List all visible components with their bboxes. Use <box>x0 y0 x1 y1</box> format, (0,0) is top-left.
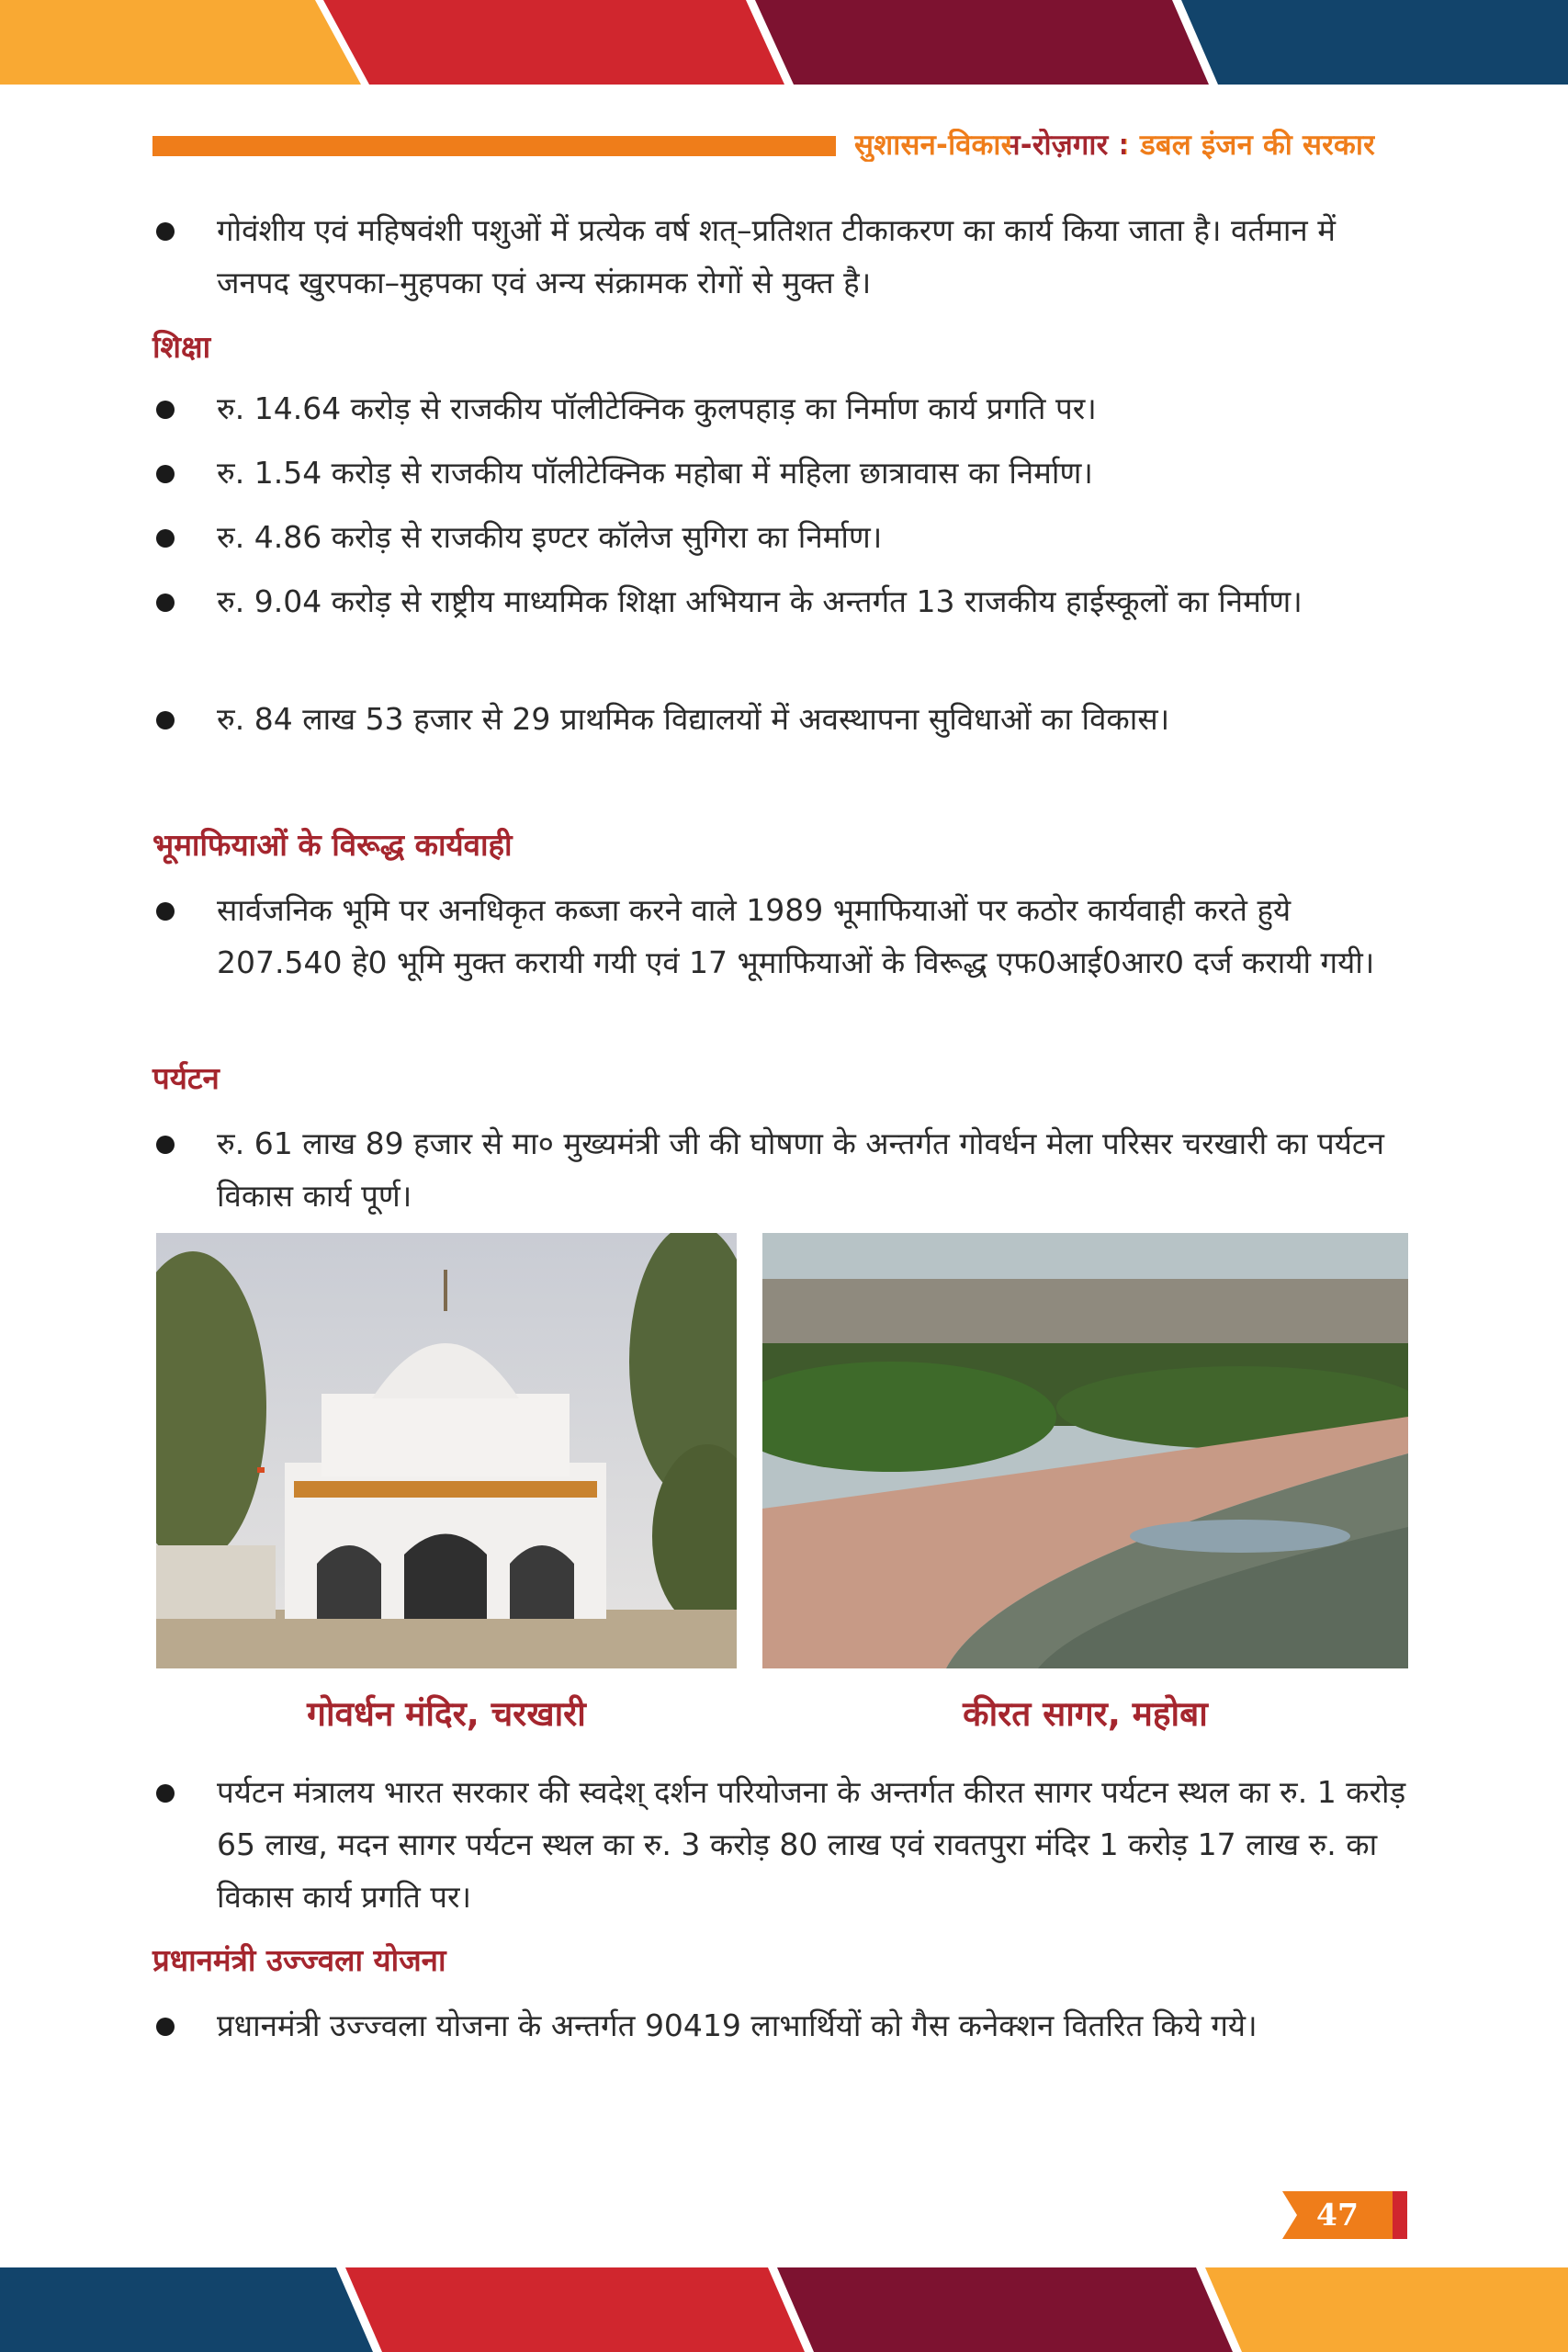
bullet-dot <box>156 594 175 612</box>
bullet-dot <box>156 465 175 483</box>
header-title-text: सुशासन-विकास-रोज़गार : डबल इंजन की सरकार <box>854 129 1375 162</box>
header-title <box>854 125 1375 164</box>
section-heading-land-mafia: भूमाफियाओं के विरूद्ध कार्यवाही <box>152 827 513 863</box>
bullet-text: प्रधानमंत्री उज्ज्वला योजना के अन्तर्गत 90419 लाभार्थियों को गैस कनेक्शन वितरित किये गये। <box>217 2007 1258 2043</box>
section-heading-tourism: पर्यटन <box>152 1060 220 1096</box>
section-heading-education: शिक्षा <box>152 329 211 365</box>
bullet-dot <box>156 1784 175 1803</box>
header-rule <box>152 136 836 156</box>
bullet-dot <box>156 529 175 548</box>
bullet-text: रु. 14.64 करोड़ से राजकीय पॉलीटेक्निक कुलपहाड़ का निर्माण कार्य प्रगति पर। <box>217 390 1097 426</box>
bullet-dot <box>156 711 175 729</box>
photo-govardhan-temple <box>156 1233 737 1668</box>
bullet-text: रु. 4.86 करोड़ से राजकीय इण्टर कॉलेज सुगिरा का निर्माण। <box>217 519 883 555</box>
bullet-dot <box>156 2018 175 2036</box>
bullet-text: गोवंशीय एवं महिषवंशी पशुओं में प्रत्येक वर्ष शत्–प्रतिशत टीकाकरण का कार्य किया जाता है। वर्तमान में जनपद खुरपका–मुहपका एवं अन्य संक्रामक रोगों से मुक्त है। <box>217 212 1336 300</box>
photo-caption-govardhan: गोवर्धन मंदिर, चरखारी <box>307 1694 586 1734</box>
bullet-text: रु. 61 लाख 89 हजार से मा० मुख्यमंत्री जी की घोषणा के अन्तर्गत गोवर्धन मेला परिसर चरखारी का पर्यटन विकास कार्य पूर्ण। <box>217 1125 1384 1214</box>
photo-caption-kirat-sagar: कीरत सागर, महोबा <box>963 1694 1208 1734</box>
bottom-color-band <box>0 2267 1568 2352</box>
photo-kirat-sagar <box>762 1233 1408 1668</box>
page-number: 47 <box>1316 2197 1359 2233</box>
bullet-text: पर्यटन मंत्रालय भारत सरकार की स्वदेश् दर्शन परियोजना के अन्तर्गत कीरत सागर पर्यटन स्थल का रु. 1 करोड़ 65 लाख, मदन सागर पर्यटन स्थल का रु. 3 करोड़ 80 लाख एवं रावतपुरा मंदिर 1 करोड़ 17 लाख रु. का विकास कार्य प्रगति पर। <box>217 1774 1406 1915</box>
bullet-dot <box>156 902 175 921</box>
bullet-text: रु. 1.54 करोड़ से राजकीय पॉलीटेक्निक महोबा में महिला छात्रावास का निर्माण। <box>217 455 1093 491</box>
bullet-dot <box>156 1136 175 1154</box>
bullet-text: रु. 84 लाख 53 हजार से 29 प्राथमिक विद्यालयों में अवस्थापना सुविधाओं का विकास। <box>217 701 1170 737</box>
bullet-dot <box>156 222 175 241</box>
bullet-text: सार्वजनिक भूमि पर अनधिकृत कब्जा करने वाले 1989 भूमाफियाओं पर कठोर कार्यवाही करते हुये 207.540 हे0 भूमि मुक्त करायी गयी एवं 17 भूमाफियाओं के विरूद्ध एफ0आई0आर0 दर्ज करायी गयी। <box>217 892 1375 980</box>
bullet-text: रु. 9.04 करोड़ से राष्ट्रीय माध्यमिक शिक्षा अभियान के अन्तर्गत 13 राजकीय हाईस्कूलों का निर्माण। <box>217 583 1303 619</box>
top-color-band <box>0 0 1568 85</box>
bullet-dot <box>156 401 175 419</box>
section-heading-ujjwala: प्रधानमंत्री उज्ज्वला योजना <box>152 1942 446 1978</box>
